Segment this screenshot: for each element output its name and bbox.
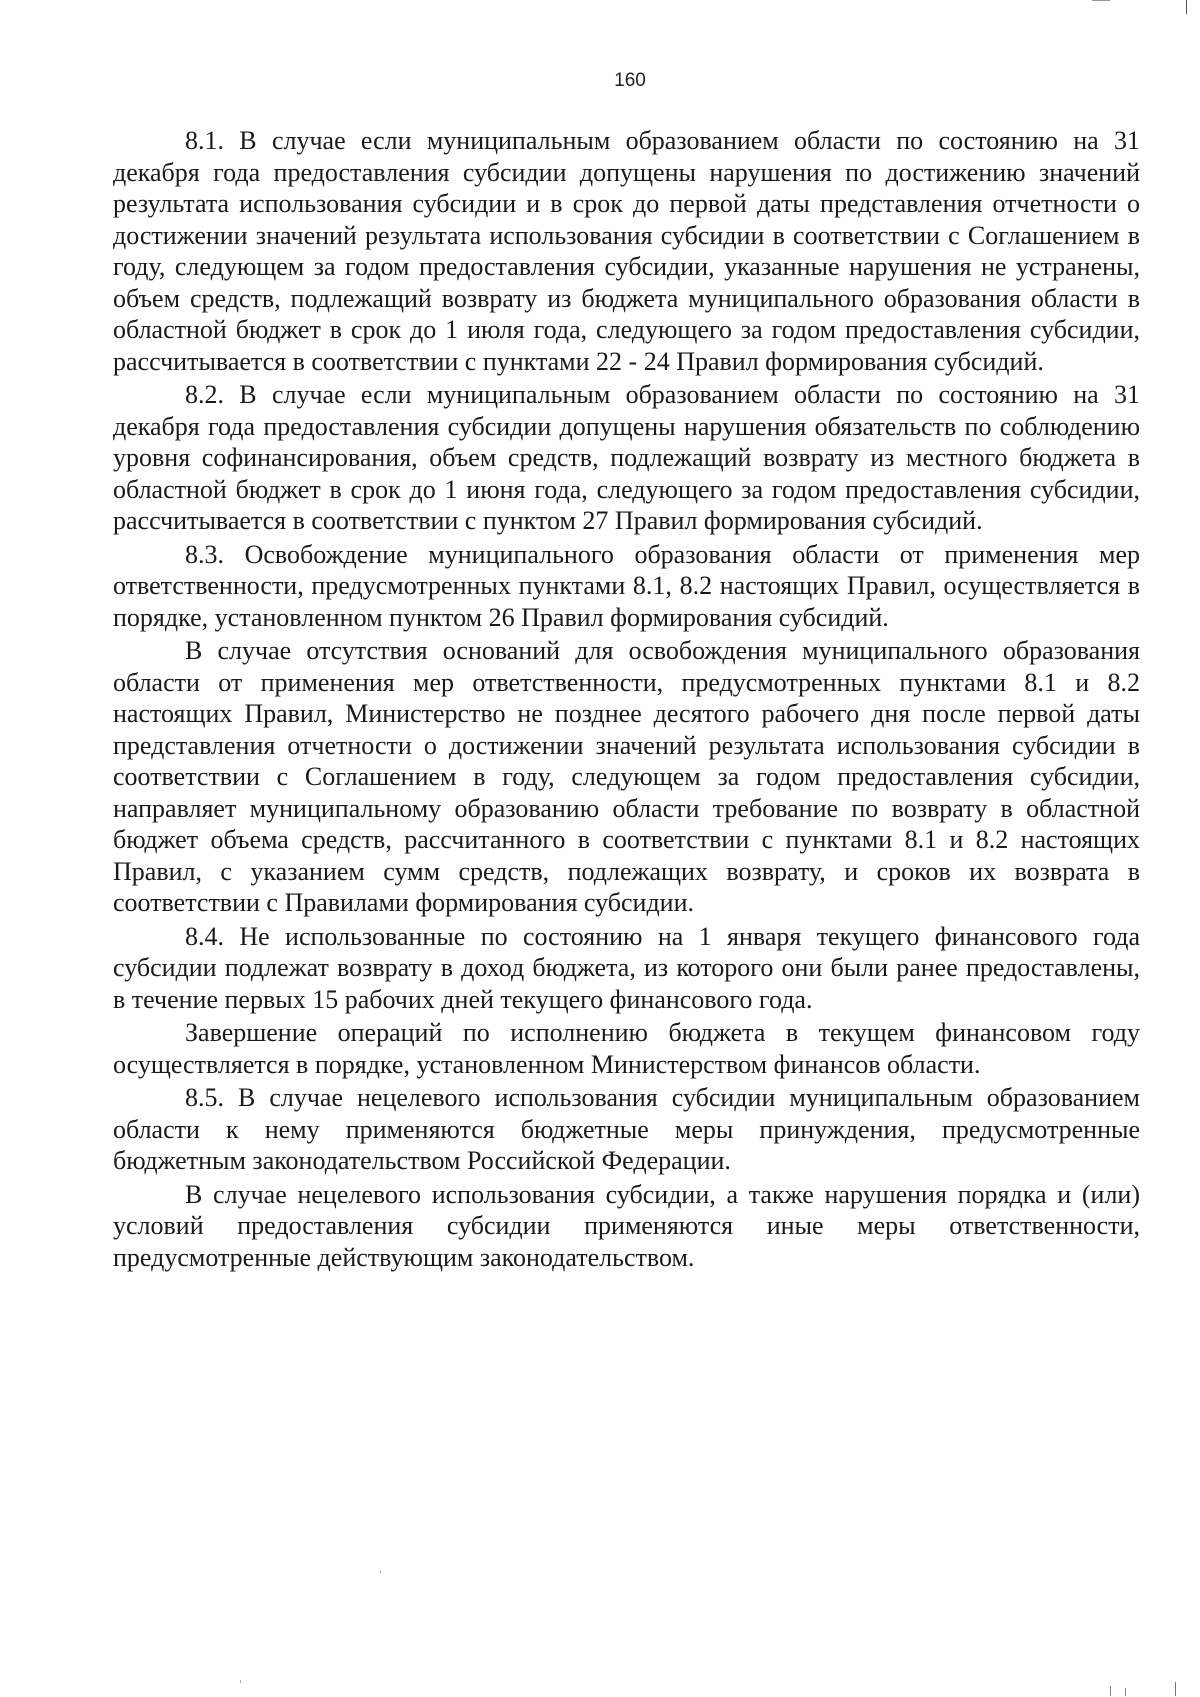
paragraph-8-3: 8.3. Освобождение муниципального образования области от применения мер ответственности, предусмотренных пунктами 8.1, 8.2 настоящих Правил, осуществляется в порядке, установленном пунктом 26 Правил формирования субсидий. xyxy=(113,539,1140,632)
paragraph-8-4-continued: Завершение операций по исполнению бюджета в текущем финансовом году осуществляется в порядке, установленном Министерством финансов области. xyxy=(113,1018,1140,1079)
scan-artifact xyxy=(1110,1686,1111,1696)
paragraph-8-1: 8.1. В случае если муниципальным образованием области по состоянию на 31 декабря года предоставления субсидии допущены нарушения по достижению значений результата использования субсидии и в срок до первой даты представления отчетности о достижении значений результата использования субсидии в соответствии с Соглашением в году, следующем за годом предоставления субсидии, указанные нарушения не устранены, объем средств, подлежащий возврату из бюджета муниципального образования области в областной бюджет в срок до 1 июля года, следующего за годом предоставления субсидии, рассчитывается в соответствии с пунктами 22 - 24 Правил формирования субсидий. xyxy=(113,126,1140,376)
paragraph-8-5: 8.5. В случае нецелевого использования субсидии муниципальным образованием области к нему применяются бюджетные меры принуждения, предусмотренные бюджетным законодательством Российской Федерации. xyxy=(113,1083,1140,1175)
scan-artifact xyxy=(1175,1682,1176,1696)
paragraph-8-3-continued: В случае отсутствия оснований для освобождения муниципального образования области от применения мер ответственности, предусмотренных пунктами 8.1 и 8.2 настоящих Правил, Министерство не позднее десятого рабочего дня после первой даты представления отчетности о достижении значений результата использования субсидии в соответствии с Соглашением в году, следующем за годом предоставления субсидии, направляет муниципальному образованию области требование по возврату в областной бюджет объема средств, рассчитанного в соответствии с пунктами 8.1 и 8.2 настоящих Правил, с указанием сумм средств, подлежащих возврату, и сроков их возврата в соответствии с Правилами формирования субсидии. xyxy=(113,636,1140,917)
page-number: 160 xyxy=(614,70,646,91)
scan-artifact xyxy=(240,1680,241,1683)
document-body xyxy=(113,125,1140,1275)
paragraph-8-4: 8.4. Не использованные по состоянию на 1 января текущего финансового года субсидии подлежат возврату в доход бюджета, из которого они были ранее предоставлены, в течение первых 15 рабочих дней текущего финансового года. xyxy=(113,921,1140,1014)
scan-artifact xyxy=(380,1570,381,1573)
paragraph-8-5-continued: В случае нецелевого использования субсидии, а также нарушения порядка и (или) условий предоставления субсидии применяются иные меры ответственности, предусмотренные действующим законодательством. xyxy=(113,1179,1140,1272)
scan-artifact xyxy=(1125,1688,1126,1696)
scan-artifact xyxy=(1092,0,1110,1)
scan-artifact xyxy=(1186,0,1187,14)
paragraph-8-2: 8.2. В случае если муниципальным образованием области по состоянию на 31 декабря года предоставления субсидии допущены нарушения обязательств по соблюдению уровня софинансирования, объем средств, подлежащий возврату из местного бюджета в областной бюджет в срок до 1 июня года, следующего за годом предоставления субсидии, рассчитывается в соответствии с пунктом 27 Правил формирования субсидий. xyxy=(113,380,1140,535)
